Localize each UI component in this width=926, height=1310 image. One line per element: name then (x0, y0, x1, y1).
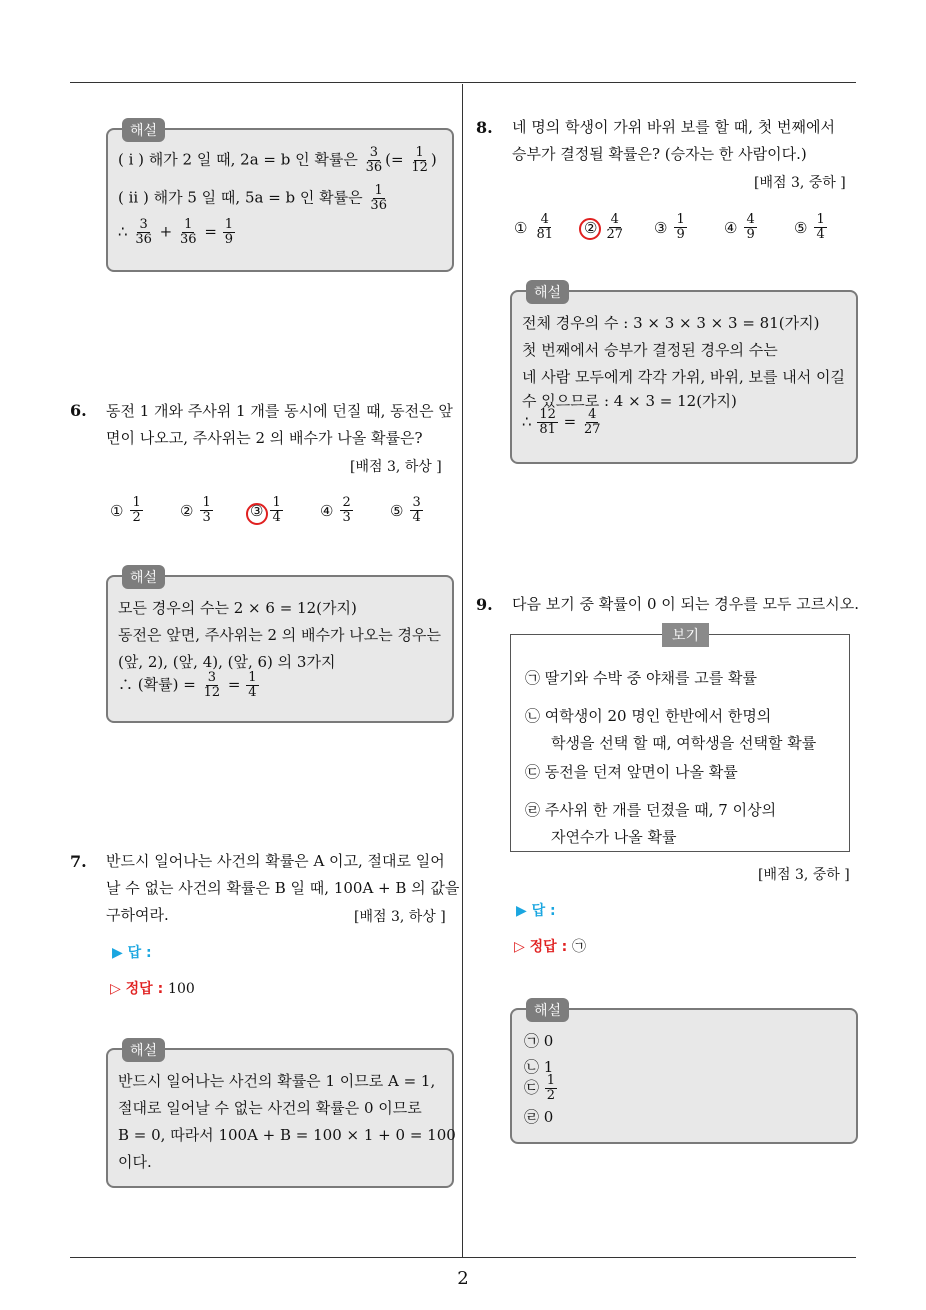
sol8-line4: 수 있으므로 : 4 × 3 = 12(가지) (522, 392, 737, 410)
choice-number: ② (180, 501, 194, 520)
numerator: 1 (546, 1073, 556, 1088)
sol7-line3: B = 0, 따라서 100A + B = 100 × 1 + 0 = 100 (118, 1126, 456, 1144)
sol5-line1-text: ( i ) 해가 2 일 때, 2a = b 인 확률은 (118, 150, 358, 169)
denominator: 36 (135, 232, 152, 247)
fraction (534, 213, 555, 242)
q6-choice-2[interactable] (180, 496, 214, 525)
choice-number: ④ (724, 218, 738, 237)
sol7-line1: 반드시 일어나는 사건의 확률은 1 이므로 A = 1, (118, 1072, 436, 1090)
fraction (410, 496, 422, 525)
numerator: 3 (207, 670, 216, 685)
sol9-line3 (524, 1074, 558, 1103)
denominator: 4 (248, 685, 257, 700)
numerator: 3 (369, 145, 379, 160)
numerator: 1 (248, 670, 257, 685)
choice-number: ⑤ (390, 501, 404, 520)
q7-line1: 반드시 일어나는 사건의 확률은 A 이고, 절대로 일어 (106, 852, 445, 870)
therefore-symbol: ∴ (522, 412, 532, 431)
choice-number: ⑤ (794, 218, 808, 237)
numerator: 4 (588, 407, 597, 422)
bottom-rule (70, 1257, 856, 1258)
q8-choice-5[interactable] (794, 213, 828, 242)
q8-choice-1[interactable] (514, 213, 556, 242)
q6-choice-3[interactable] (250, 496, 284, 525)
sol6-line4-text: ∴ (확률) = (118, 675, 196, 694)
denominator: 36 (180, 232, 197, 247)
bogi-item-3: ㉢ 동전을 던져 앞면이 나올 확률 (525, 763, 738, 781)
denominator: 9 (746, 227, 755, 242)
fraction (545, 1074, 557, 1103)
numerator: 1 (132, 495, 141, 510)
explain-tag: 해설 (122, 565, 165, 589)
question-number-8: 8. (476, 118, 493, 137)
choice-number: ② (584, 218, 598, 237)
plus-sign: + (159, 222, 173, 241)
choice-number: ① (110, 501, 124, 520)
denominator: 12 (203, 685, 221, 700)
choice-number: ④ (320, 501, 334, 520)
sol9-line2: ㉡ 1 (524, 1058, 554, 1076)
solution-box-q9 (510, 1003, 858, 1144)
page-number: 2 (457, 1268, 469, 1289)
fraction (133, 218, 154, 247)
question-9-text (512, 591, 859, 618)
top-rule (70, 82, 856, 83)
correct-value: ㉠ (572, 939, 587, 955)
q6-choice-5[interactable] (390, 496, 424, 525)
q9-correct (514, 936, 586, 956)
denominator: 81 (536, 227, 553, 242)
fraction (604, 213, 625, 242)
denominator: 12 (411, 160, 428, 175)
q8-line2: 승부가 결정될 확률은? (승자는 한 사람이다.) (512, 145, 807, 163)
numerator: 1 (224, 217, 233, 232)
bogi-item-4: ㉣ 주사위 한 개를 던졌을 때, 7 이상의 (525, 801, 777, 819)
q8-choice-2[interactable] (584, 213, 626, 242)
fraction (130, 496, 142, 525)
question-number-6: 6. (70, 401, 87, 420)
sol6-line1: 모든 경우의 수는 2 × 6 = 12(가지) (118, 599, 357, 617)
sol8-line5 (522, 408, 604, 437)
q7-line2: 날 수 없는 사건의 확률은 B 일 때, 100A + B 의 값을 (106, 879, 460, 897)
choice-number: ① (514, 218, 528, 237)
fraction (340, 496, 352, 525)
numerator: 1 (202, 495, 211, 510)
question-number-7: 7. (70, 852, 87, 871)
sol9-line1: ㉠ 0 (524, 1032, 554, 1050)
fraction (223, 218, 235, 247)
sol8-line1: 전체 경우의 수 : 3 × 3 × 3 × 3 = 81(가지) (522, 314, 820, 332)
correct-label: ▷ 정답 : (110, 981, 164, 997)
numerator: 3 (412, 495, 421, 510)
correct-label: ▷ 정답 : (514, 939, 568, 955)
q8-line1: 네 명의 학생이 가위 바위 보를 할 때, 첫 번째에서 (512, 118, 835, 136)
q7-answer-label: ▶ 답 : (112, 945, 152, 961)
circled-letter: ㉢ (524, 1078, 540, 1097)
q7-grade: [배점 3, 하상 ] (354, 909, 446, 925)
denominator: 2 (132, 510, 141, 525)
fraction (364, 146, 385, 175)
sol5-line2 (118, 184, 390, 213)
q6-line1: 동전 1 개와 주사위 1 개를 동시에 던질 때, 동전은 앞 (106, 402, 453, 420)
denominator: 4 (412, 510, 421, 525)
fraction (744, 213, 756, 242)
equals-sign: = (563, 412, 577, 431)
numerator: 2 (342, 495, 351, 510)
numerator: 1 (272, 495, 281, 510)
denominator: 9 (224, 232, 233, 247)
equals-sign: = (227, 675, 241, 694)
q7-line3: 구하여라. (106, 906, 169, 924)
sol7-line4: 이다. (118, 1153, 152, 1171)
bogi-tag: 보기 (662, 623, 709, 647)
fraction (409, 146, 430, 175)
explain-tag: 해설 (122, 1038, 165, 1062)
sol8-line2: 첫 번째에서 승부가 결정된 경우의 수는 (522, 341, 778, 359)
numerator: 4 (540, 212, 549, 227)
q7-correct (110, 978, 195, 998)
column-divider (462, 84, 463, 1257)
fraction (814, 213, 826, 242)
denominator: 9 (676, 227, 685, 242)
numerator: 3 (139, 217, 148, 232)
fraction (200, 496, 212, 525)
denominator: 36 (365, 160, 383, 175)
fraction (368, 184, 389, 213)
sol8-line3: 네 사람 모두에게 각각 가위, 바위, 보를 내서 이길 (522, 368, 845, 386)
solution-box-q7 (106, 1043, 456, 1188)
sol5-line1 (118, 146, 437, 175)
fraction (537, 408, 558, 437)
numerator: 4 (610, 212, 619, 227)
fraction (674, 213, 686, 242)
question-6-text (106, 398, 453, 452)
therefore-symbol: ∴ (118, 222, 128, 241)
numerator: 1 (676, 212, 685, 227)
equals-sign: = (204, 222, 217, 241)
q9-grade: [배점 3, 중하 ] (758, 867, 850, 883)
sol9-line4: ㉣ 0 (524, 1108, 554, 1126)
numerator: 1 (374, 183, 383, 198)
denominator: 3 (202, 510, 211, 525)
q8-choice-4[interactable] (724, 213, 758, 242)
q9-line1: 다음 보기 중 확률이 0 이 되는 경우를 모두 고르시오. (512, 595, 860, 613)
choice-number: ③ (654, 218, 668, 237)
bogi-item-1: ㉠ 딸기와 수박 중 야채를 고를 확률 (525, 669, 757, 687)
q8-choice-3[interactable] (654, 213, 688, 242)
question-8-text (512, 114, 835, 168)
choice-number: ③ (250, 501, 264, 520)
q6-choice-1[interactable] (110, 496, 144, 525)
bogi-item-2-cont: 학생을 선택 할 때, 여학생을 선택할 확률 (551, 734, 817, 752)
q6-line2: 면이 나오고, 주사위는 2 의 배수가 나올 확률은? (106, 429, 423, 447)
sol5-line2-text: ( ii ) 해가 5 일 때, 5a = b 인 확률은 (118, 188, 363, 207)
fraction (246, 671, 258, 700)
q8-grade: [배점 3, 중하 ] (754, 175, 846, 191)
explain-tag: 해설 (526, 280, 569, 304)
sol5-line1-mid: (= (385, 150, 404, 169)
bogi-box (510, 628, 850, 852)
correct-value: 100 (168, 981, 195, 997)
fraction (178, 218, 199, 247)
bogi-item-2: ㉡ 여학생이 20 명인 한반에서 한명의 (525, 707, 772, 725)
denominator: 27 (606, 227, 623, 242)
numerator: 1 (816, 212, 825, 227)
solution-box-q5 (106, 123, 454, 272)
denominator: 3 (342, 510, 351, 525)
explain-tag: 해설 (526, 998, 569, 1022)
fraction (202, 671, 223, 700)
fraction (270, 496, 282, 525)
q9-answer-label: ▶ 답 : (516, 903, 556, 919)
numerator: 1 (184, 217, 193, 232)
denominator: 4 (272, 510, 281, 525)
denominator: 81 (539, 422, 556, 437)
q6-choice-4[interactable] (320, 496, 354, 525)
denominator: 4 (816, 227, 825, 242)
numerator: 4 (746, 212, 755, 227)
solution-box-q8 (510, 285, 858, 464)
sol5-line3 (118, 218, 236, 247)
denominator: 2 (546, 1088, 556, 1103)
sol7-line2: 절대로 일어날 수 없는 사건의 확률은 0 이므로 (118, 1099, 422, 1117)
sol5-line1-post: ) (430, 150, 437, 169)
fraction (582, 408, 603, 437)
denominator: 27 (584, 422, 601, 437)
question-number-9: 9. (476, 595, 493, 614)
solution-box-q6 (106, 570, 454, 723)
sol6-line4 (118, 671, 260, 700)
sol6-line2: 동전은 앞면, 주사위는 2 의 배수가 나오는 경우는 (118, 626, 441, 644)
bogi-item-4-cont: 자연수가 나올 확률 (551, 828, 677, 846)
q6-grade: [배점 3, 하상 ] (350, 459, 442, 475)
denominator: 36 (370, 198, 387, 213)
numerator: 12 (539, 407, 556, 422)
numerator: 1 (415, 145, 424, 160)
sol6-line3: (앞, 2), (앞, 4), (앞, 6) 의 3가지 (118, 653, 336, 671)
explain-tag: 해설 (122, 118, 165, 142)
